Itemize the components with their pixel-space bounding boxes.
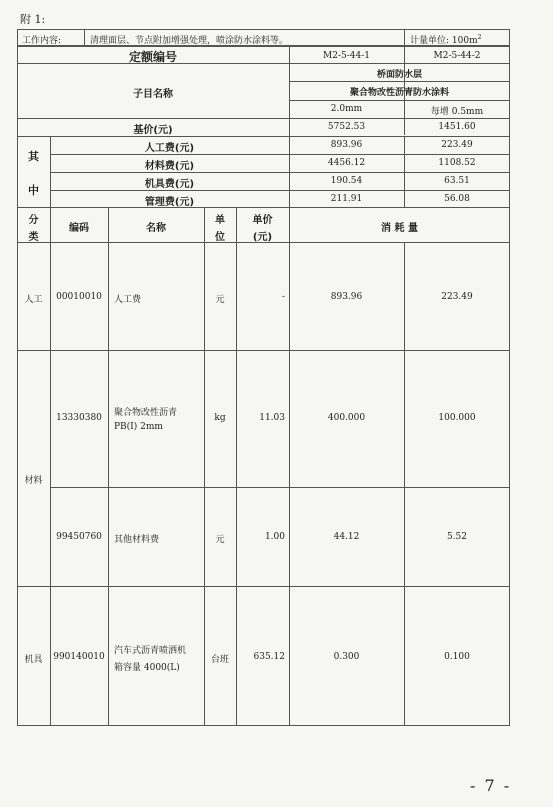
col-unit-1: 单: [215, 215, 225, 226]
row-other-price: 1.00: [264, 532, 285, 542]
row-machine-price: 635.12: [253, 652, 285, 662]
row-material-price: 11.03: [259, 413, 285, 423]
row-machine-unit: 台班: [210, 655, 229, 665]
row-material-unit: kg: [214, 413, 226, 423]
machine-cost-label: 机具费(元): [144, 179, 195, 190]
row-labor-unit: 元: [215, 295, 225, 305]
col-price-1: 单价: [252, 215, 273, 226]
row-material-q2: 100.000: [438, 413, 476, 423]
row-material-q1: 400.000: [327, 413, 366, 423]
material-cost-2: 1108.52: [438, 158, 476, 168]
col-code: 编码: [69, 223, 89, 234]
col-name: 名称: [146, 223, 166, 234]
item-name-label: 子目名称: [133, 89, 173, 100]
row-other-q1: 44.12: [333, 532, 360, 542]
breakdown-side-2: 中: [28, 184, 39, 197]
row-labor-name: 人工费: [114, 295, 142, 305]
row-labor-q2: 223.49: [441, 292, 473, 302]
row-machine-code: 990140010: [53, 652, 105, 662]
col-consumption: 消 耗 量: [381, 223, 418, 234]
labor-cost-2: 223.49: [441, 140, 473, 150]
spec-2: 每增 0.5mm: [430, 107, 484, 117]
row-labor-price: -: [281, 292, 285, 302]
management-cost-1: 211.91: [330, 194, 363, 204]
row-other-code: 99450760: [56, 532, 102, 542]
row-material-name-1: 聚合物改性沥青: [114, 408, 178, 418]
subcategory-label: 聚合物改性沥青防水涂料: [349, 88, 449, 98]
row-labor-code: 00010010: [56, 292, 102, 302]
page-number: - 7 -: [470, 776, 512, 795]
row-labor-q1: 893.96: [330, 292, 363, 302]
management-cost-2: 56.08: [444, 194, 470, 204]
work-content-label: 工作内容:: [22, 36, 62, 46]
quota-no-label: 定额编号: [128, 50, 177, 64]
row-machine-name-1: 汽车式沥青喷洒机: [114, 646, 187, 656]
row-machine-q1: 0.300: [333, 652, 360, 662]
col-class-1: 分: [28, 215, 39, 226]
row-machine-name-2: 箱容量 4000(L): [114, 663, 180, 673]
row-other-name: 其他材料费: [114, 535, 160, 545]
category-label: 桥面防水层: [376, 70, 422, 80]
material-cost-label: 材料费(元): [144, 161, 195, 172]
base-price-label: 基价(元): [133, 125, 173, 136]
row-material-name-2: PB(Ⅰ) 2mm: [114, 422, 163, 432]
measure-unit: 计量单位: $100m^2$: [410, 34, 482, 46]
management-cost-label: 管理费(元): [144, 197, 195, 208]
row-labor-class: 人工: [24, 295, 43, 305]
col-price-2: (元): [252, 232, 273, 243]
machine-cost-2: 63.51: [444, 176, 470, 186]
labor-cost-label: 人工费(元): [144, 143, 195, 154]
row-material-code: 13330380: [56, 413, 102, 423]
col-class-2: 类: [28, 232, 39, 243]
row-other-q2: 5.52: [446, 532, 468, 542]
base-price-2: 1451.60: [438, 122, 476, 132]
row-other-unit: 元: [215, 535, 225, 545]
machine-cost-1: 190.54: [330, 176, 363, 186]
work-content-text: 清理面层、节点附加增强处理，喷涂防水涂料等。: [90, 36, 289, 46]
breakdown-side-1: 其: [28, 150, 39, 163]
material-cost-1: 4456.12: [327, 158, 366, 168]
material-class-label: 材料: [24, 476, 43, 486]
row-machine-class: 机具: [24, 655, 43, 665]
spec-1: 2.0mm: [330, 104, 363, 114]
labor-cost-1: 893.96: [330, 140, 363, 150]
col-unit-2: 位: [215, 232, 225, 243]
base-price-1: 5752.53: [327, 122, 366, 132]
quota-code-2: M2-5-44-2: [433, 51, 481, 61]
quota-code-1: M2-5-44-1: [323, 51, 370, 61]
row-machine-q2: 0.100: [444, 652, 470, 662]
attachment-label: 附 1:: [20, 13, 46, 26]
